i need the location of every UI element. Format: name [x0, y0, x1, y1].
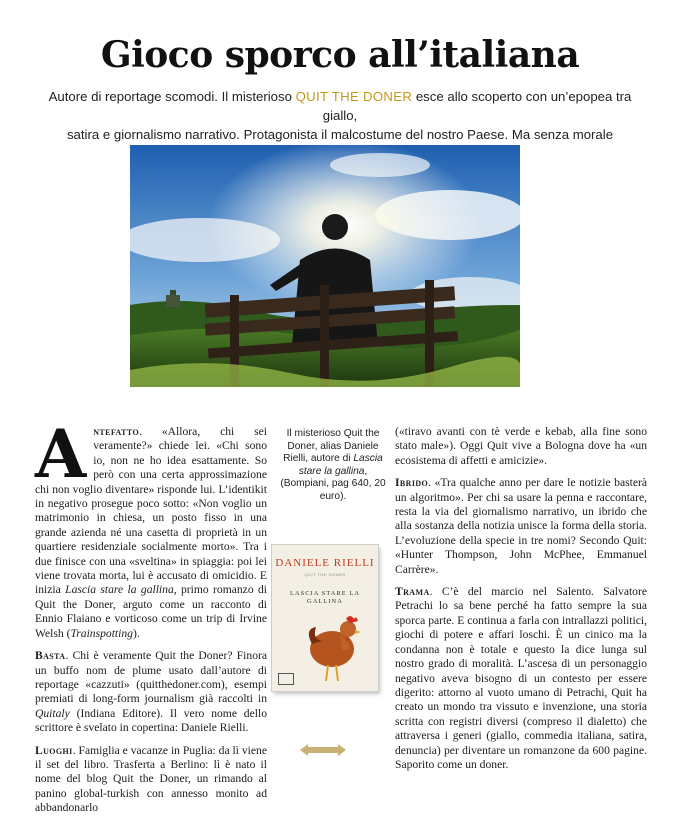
column-3	[395, 425, 647, 772]
ibrido-text: . «Tra qualche anno per dare le notizie basterà un algoritmo». Per chi sa usare la penna e raccontare, resta la via del giornalismo narrativo, un ibrido che alla sostanza della notizia unisce la forma della storia. L’evoluzione della specie in tre nomi? Secondo Quit: «Hunter Thompson, John McPhee, Emmanuel Carrère».	[395, 476, 647, 576]
antefatto-text-1: . «Allora, chi sei veramente?» chiede lei. «Chi sono io, non ne ho idea esattamente. So però con una certa approssimazione chi non voglio diventare» risponde lui. L’identikit in negativo prosegue poco sotto: «Non voglio un matrimonio in chiesa, un posto fisso in una grande azienda né una casetta di proprietà in un quartiere residenziale socialmente morto». Tra i due finisce con una «sveltina» in spiaggia: poi lei viene trovata morta, lui è accusato di omicidio. E inizia	[35, 425, 267, 597]
deck	[40, 87, 640, 144]
deck-text-2: esce allo scoperto con un’epopea tra giallo,	[322, 89, 632, 123]
caption-text-2: , (Bompiani, pag 640, 20 euro).	[280, 465, 386, 502]
trama-text: . C’è del marcio nel Salento. Salvatore Petrachi lo sa bene perché ha fatto sempre la sua sporca parte. E continua a farla con intrallazzi politici, giochi di potere e affari loschi. È un cinico ma la condanna non è totale e questo la dice lunga sul nostro grado di moralità. L’ascesa di un personaggio negativo aveva bisogno di un contesto per essere digerito: attorno al vuoto umano di Petrachi, Quit ha creato un mondo tra vissuto e invenzione, una storia scritta con registri diversi (compreso il dialetto) che attraversa i generi (giallo, commedia italiana, satira, denuncia) per diventare un romanzone da 600 pagine. Saporito come un doner.	[395, 585, 647, 771]
book-cover	[272, 545, 378, 691]
basta-text-1: . Chi è veramente Quit the Doner? Finora un buffo nom de plume usato dall’autore di reportage «cazzuti» (quitthedoner.com), esempi premiati di long-form journalism già raccolti in	[35, 649, 267, 706]
column-1	[35, 415, 267, 816]
paragraph-luoghi	[35, 744, 267, 816]
paragraph-ibrido	[395, 476, 647, 577]
man-on-bench-photo	[130, 145, 520, 387]
antefatto-text-2: , primo romanzo di Quit the Doner, arguto come un racconto di Ennio Flaiano e vorticoso come un trip di Irvine Welsh (	[35, 583, 267, 640]
lead-ibrido: Ibrido	[395, 476, 429, 490]
lead-luoghi: Luoghi	[35, 743, 73, 757]
basta-text-2: (Indiana Editore). Il vero nome dello scrittore è svelato in copertina: Daniele Rielli.	[35, 706, 267, 735]
trainspotting-ref: Trainspotting	[70, 626, 133, 640]
lead-antefatto: ntefatto	[93, 425, 140, 438]
caption-title: Lascia stare la gallina	[298, 453, 383, 477]
drop-cap: A	[35, 415, 87, 493]
hen-illustration	[302, 609, 362, 685]
photo-caption	[278, 428, 388, 504]
paragraph-trama	[395, 585, 647, 772]
quitaly-ref: Quitaly	[35, 706, 70, 720]
headline: Gioco sporco all’italiana	[100, 34, 580, 76]
antefatto-text-3: ).	[132, 626, 140, 640]
caption-text-1: Il misterioso Quit the Doner, alias Daniele Rielli, autore di	[283, 428, 380, 465]
book-cover-title: LASCIA STARE LA GALLINA	[289, 590, 361, 605]
book-cover-author: DANIELE RIELLI	[275, 557, 375, 569]
deck-highlight: QUIT THE DONER	[295, 89, 413, 104]
paragraph-basta	[35, 649, 267, 735]
paragraph-antefatto	[35, 415, 267, 641]
lead-trama: Trama	[395, 585, 430, 599]
publisher-logo	[278, 673, 294, 685]
lead-basta: Basta	[35, 649, 66, 663]
double-arrow-icon	[300, 744, 346, 756]
book-title-ref: Lascia stare la gallina	[65, 583, 174, 597]
luoghi-text: . Famiglia e vacanze in Puglia: da lì viene il set del libro. Trasferta a Berlino: lì è nato il nome del blog Quit the Doner, un rimando al panino global-turkish con annesso monito ad abbandonarlo	[35, 743, 267, 815]
book-cover-subtitle: QUIT THE DONER	[304, 572, 346, 577]
deck-text-1: Autore di reportage scomodi. Il misterioso	[48, 89, 296, 104]
deck-line-2: satira e giornalismo narrativo. Protagonista il malcostume del nostro Paese. Ma senza morale	[66, 127, 614, 142]
paragraph-luoghi-continued: («tiravo avanti con tè verde e kebab, alla fine sono stato male»). Oggi Quit vive a Bologna dove ha «un ecosistema di affetti e amicizie».	[395, 425, 647, 467]
